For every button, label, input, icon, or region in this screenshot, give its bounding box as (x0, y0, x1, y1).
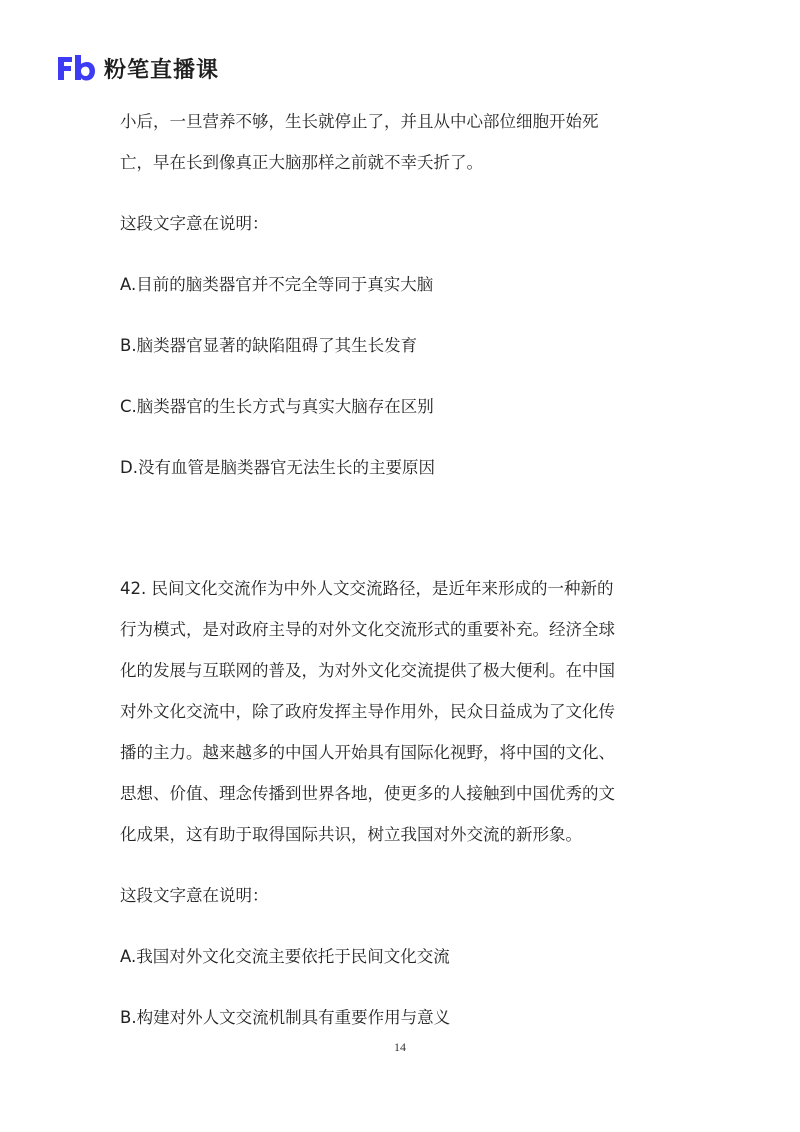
section-spacer (120, 488, 680, 568)
passage-line: 亡，早在长到像真正大脑那样之前就不幸夭折了。 (120, 153, 483, 172)
q42-question-stem: 这段文字意在说明： (120, 886, 269, 905)
page-number: 14 (394, 1040, 406, 1054)
passage-line: 行为模式，是对政府主导的对外文化交流形式的重要补充。经济全球 (120, 620, 615, 639)
passage-line: 思想、价值、理念传播到世界各地，使更多的人接触到中国优秀的文 (120, 784, 615, 803)
q41-option-c: C.脑类器官的生长方式与真实大脑存在区别 (120, 397, 434, 416)
q41-passage-tail (120, 101, 680, 183)
q42-option-a: A.我国对外文化交流主要依托于民间文化交流 (120, 947, 450, 966)
q42-option-b: B.构建对外人文交流机制具有重要作用与意义 (120, 1008, 451, 1027)
passage-line: 化的发展与互联网的普及，为对外文化交流提供了极大便利。在中国 (120, 661, 615, 680)
fenbi-logo-icon (56, 53, 96, 83)
passage-line: 对外文化交流中，除了政府发挥主导作用外，民众日益成为了文化传 (120, 702, 615, 721)
q41-option-b: B.脑类器官显著的缺陷阻碍了其生长发育 (120, 336, 418, 355)
brand-logo (56, 50, 219, 86)
passage-line: 42. 民间文化交流作为中外人文交流路径，是近年来形成的一种新的 (120, 579, 614, 598)
passage-line: 小后，一旦营养不够，生长就停止了，并且从中心部位细胞开始死 (120, 112, 599, 131)
q41-option-a: A.目前的脑类器官并不完全等同于真实大脑 (120, 275, 434, 294)
passage-line: 化成果，这有助于取得国际共识，树立我国对外交流的新形象。 (120, 825, 582, 844)
passage-line: 播的主力。越来越多的中国人开始具有国际化视野，将中国的文化、 (120, 743, 615, 762)
brand-name: 粉笔直播课 (104, 57, 220, 83)
q41-question-stem: 这段文字意在说明： (120, 214, 269, 233)
q42-passage (120, 568, 680, 855)
q41-option-d: D.没有血管是脑类器官无法生长的主要原因 (120, 458, 435, 477)
page-content (120, 101, 680, 1038)
